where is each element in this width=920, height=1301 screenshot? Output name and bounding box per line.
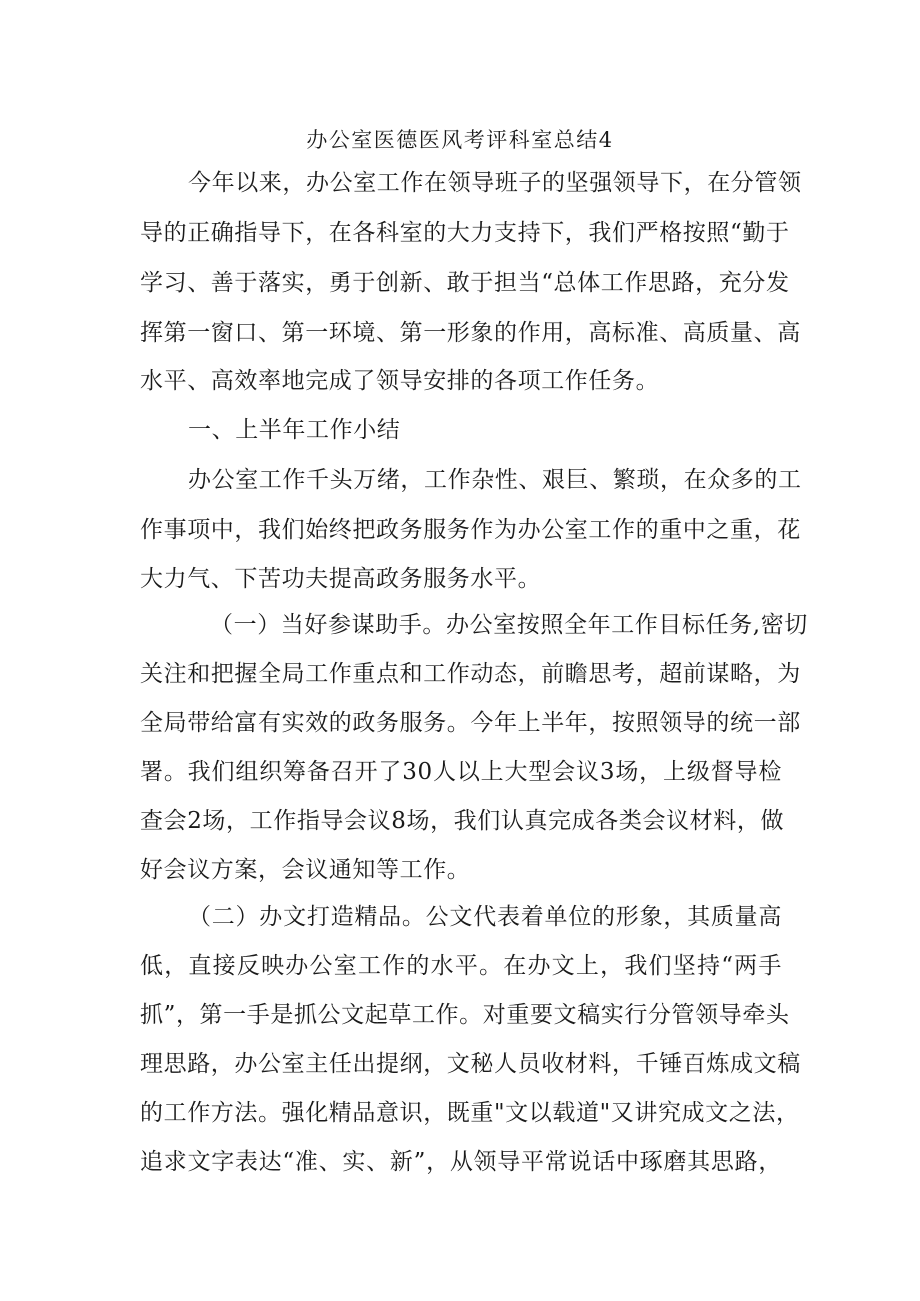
paragraph-line: 今年以来，办公室工作在领导班子的坚强领导下，在分管领: [188, 170, 802, 196]
section-heading: 一、上半年工作小结: [188, 417, 401, 443]
paragraph-line: 理思路，办公室主任出提纲，文秘人员收材料，千锤百炼成文稿: [140, 1051, 801, 1077]
paragraph-line: 的工作方法。强化精品意识，既重"文以载道"又讲究成文之法，: [140, 1100, 800, 1126]
paragraph-line: 导的正确指导下，在各科室的大力支持下，我们严格按照“勤于: [140, 220, 790, 246]
paragraph-line: 办公室工作千头万绪，工作杂性、艰巨、繁琐，在众多的工: [188, 467, 802, 493]
paragraph-line: 挥第一窗口、第一环境、第一形象的作用，高标准、高质量、高: [140, 320, 801, 346]
document-title: 办公室医德医风考评科室总结4: [306, 128, 614, 152]
paragraph-line: 抓”，第一手是抓公文起草工作。对重要文稿实行分管领导牵头: [140, 1002, 790, 1028]
paragraph-line: 查会2场，工作指导会议8场，我们认真完成各类会议材料，做: [140, 808, 785, 834]
paragraph-line: 水平、高效率地完成了领导安排的各项工作任务。: [140, 368, 660, 394]
paragraph-line: （一）当好参谋助手。办公室按照全年工作目标任务,密切: [210, 612, 808, 638]
paragraph-line: （二）办文打造精品。公文代表着单位的形象，其质量高: [188, 904, 782, 930]
paragraph-line: 关注和把握全局工作重点和工作动态，前瞻思考，超前谋略，为: [140, 661, 801, 687]
paragraph-line: 署。我们组织筹备召开了30人以上大型会议3场，上级督导检: [140, 759, 782, 785]
paragraph-line: 低，直接反映办公室工作的水平。在办文上，我们坚持“两手: [140, 953, 782, 979]
paragraph-line: 追求文字表达“准、实、新”，从领导平常说话中琢磨其思路，: [140, 1149, 782, 1175]
paragraph-line: 好会议方案，会议通知等工作。: [140, 857, 471, 883]
paragraph-line: 大力气、下苦功夫提高政务服务水平。: [140, 566, 542, 592]
paragraph-line: 全局带给富有实效的政务服务。今年上半年，按照领导的统一部: [140, 710, 801, 736]
paragraph-line: 作事项中，我们始终把政务服务作为办公室工作的重中之重，花: [140, 517, 801, 543]
paragraph-line: 学习、善于落实，勇于创新、敢于担当“总体工作思路，充分发: [140, 270, 790, 296]
